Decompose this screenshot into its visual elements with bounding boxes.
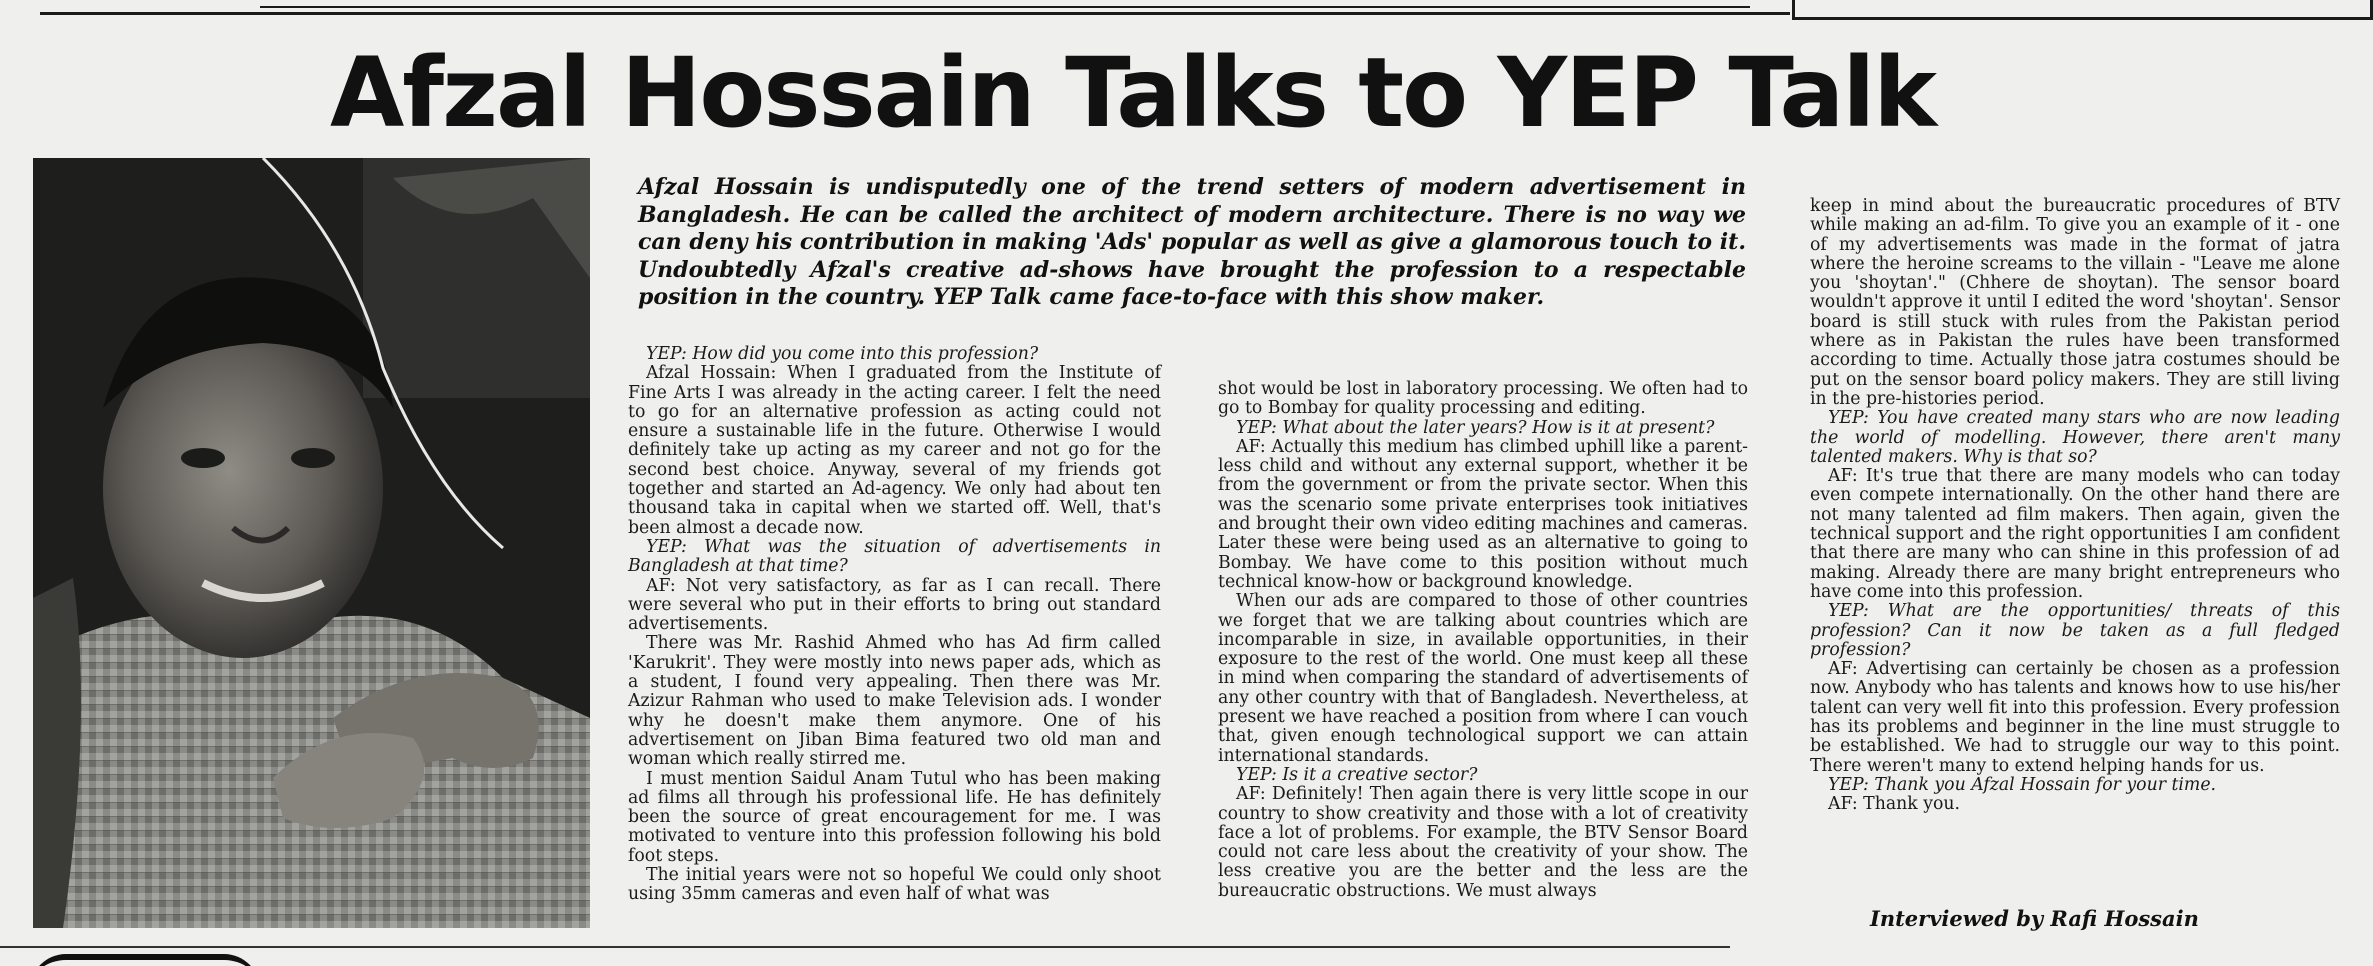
- interview-question: YEP: What about the later years? How is it at present?: [1236, 417, 1715, 438]
- interview-question: YEP: Is it a creative sector?: [1236, 764, 1478, 785]
- portrait-photo: [33, 158, 590, 928]
- interview-answer: When our ads are compared to those of other countries we forget that we are talking about countries which are incomparable in size, in available opportunities, in their exposure to the rest of the world. One must keep all these in mind when comparing the standard of advertisements of any other country with that of Bangladesh. Nevertheless, at present we have reached a position from where I can vouch that, given enough technological support we can attain international standards.: [1218, 591, 1748, 766]
- interview-answer: keep in mind about the bureaucratic procedures of BTV while making an ad-film. To give you an example of it - one of my advertisements was made in the format of jatra where the heroine screams to the villain - "Leave me alone you 'shoytan'." (Chhere de shoytan). The sensor board wouldn't approve it until I edited the word 'shoytan'. Sensor board is still stuck with rules from the Pakistan period where as in Pakistan the rules have been transformed according to time. Actually those jatra costumes should be put on the sensor board policy makers. They are still living in the pre-histories period.: [1810, 196, 2340, 409]
- interview-answer: shot would be lost in laboratory processing. We often had to go to Bombay for quality processing and editing.: [1218, 379, 1748, 419]
- top-rule: [40, 12, 1790, 15]
- interview-question: YEP: Thank you Afzal Hossain for your time.: [1828, 774, 2217, 795]
- interview-question: YEP: What was the situation of advertisements in Bangladesh at that time?: [628, 536, 1161, 577]
- article-headline: Afzal Hossain Talks to YEP Talk: [330, 37, 1936, 149]
- portrait-illustration: [33, 158, 590, 928]
- interview-question: YEP: What are the opportunities/ threats of this profession? Can it now be taken as a full fledged profession?: [1810, 601, 2340, 660]
- corner-box: [1792, 0, 2373, 20]
- interview-answer: AF: Actually this medium has climbed uphill like a parent-less child and without any external support, whether it be from the government or from the private sector. When this was the scenario some private enterprises took initiatives and brought their own video editing machines and cameras. Later these were being used as an alternative to going to Bombay. We have come to this position without much technical know-how or background knowledge.: [1218, 436, 1748, 592]
- interview-answer: AF: Advertising can certainly be chosen as a profession now. Anybody who has talents and knows how to use his/her talent can very well fit into this profession. Every profession has its problems and beginner in the line must struggle to be established. We had to struggle our way to this point. There weren't many to extend helping hands for us.: [1810, 659, 2340, 776]
- byline: Interviewed by Rafi Hossain: [1870, 906, 2199, 931]
- interview-answer: The initial years were not so hopeful We could only shoot using 35mm cameras and even half of what was: [628, 865, 1161, 905]
- interview-answer: AF: Thank you.: [1828, 794, 1961, 815]
- interview-answer: AF: Definitely! Then again there is very little scope in our country to show creativity and those with a lot of creativity face a lot of problems. For example, the BTV Sensor Board could not care less about the creativity of your show. The less creative you are the better and the less are the bureaucratic obstructions. We must always: [1218, 784, 1748, 901]
- top-rule-thin: [260, 6, 1750, 8]
- column-2: [1218, 380, 1748, 901]
- bottom-rule: [0, 946, 1730, 948]
- interview-question: YEP: How did you come into this profession?: [646, 344, 1039, 364]
- interview-answer: AF: Not very satisfactory, as far as I can recall. There were several who put in their efforts to bring out standard advertisements.: [628, 575, 1161, 635]
- column-1: [628, 345, 1161, 905]
- interview-answer: There was Mr. Rashid Ahmed who has Ad firm called 'Karukrit'. They were mostly into news paper ads, which as a student, I found very appealing. Then there was Mr. Azizur Rahman who used to make Television ads. I wonder why he doesn't make them anymore. One of his advertisement on Jiban Bima featured two old man and woman which really stirred me.: [628, 633, 1161, 770]
- article-intro: Afzal Hossain is undisputedly one of the trend setters of modern advertisement in Bangladesh. He can be called the architect of modern architecture. There is no way we can deny his contribution in making 'Ads' popular as well as give a glamorous touch to it. Undoubtedly Afzal's creative ad-shows have brought the profession to a respectable position in the country. YEP Talk came face-to-face with this show maker.: [638, 174, 1746, 310]
- interview-question: YEP: You have created many stars who are now leading the world of modelling. However, there aren't many talented makers. Why is that so?: [1810, 408, 2340, 467]
- interview-answer: I must mention Saidul Anam Tutul who has been making ad films all through his professional life. He has definitely been the source of great encouragement for me. I was motivated to venture into this profession following his bold foot steps.: [628, 768, 1161, 866]
- column-3: [1810, 197, 2340, 815]
- interview-answer: Afzal Hossain: When I graduated from the Institute of Fine Arts I was already in the acting career. I felt the need to go for an alternative profession as acting could not ensure a sustainable life in the future. Otherwise I would definitely take up acting as my career and not go for the second best choice. Anyway, several of my friends got together and started an Ad-agency. We only had about ten thousand taka in capital when we started off. Well, that's been almost a decade now.: [628, 363, 1161, 538]
- next-article-heading-fragment: [0, 950, 300, 966]
- interview-answer: AF: It's true that there are many models who can today even compete internationally. On the other hand there are not many talented ad film makers. Then again, given the technical support and the right opportunities I am confident that there are many who can shine in this profession of ad making. Already there are many bright entrepreneurs who have come into this profession.: [1810, 466, 2340, 602]
